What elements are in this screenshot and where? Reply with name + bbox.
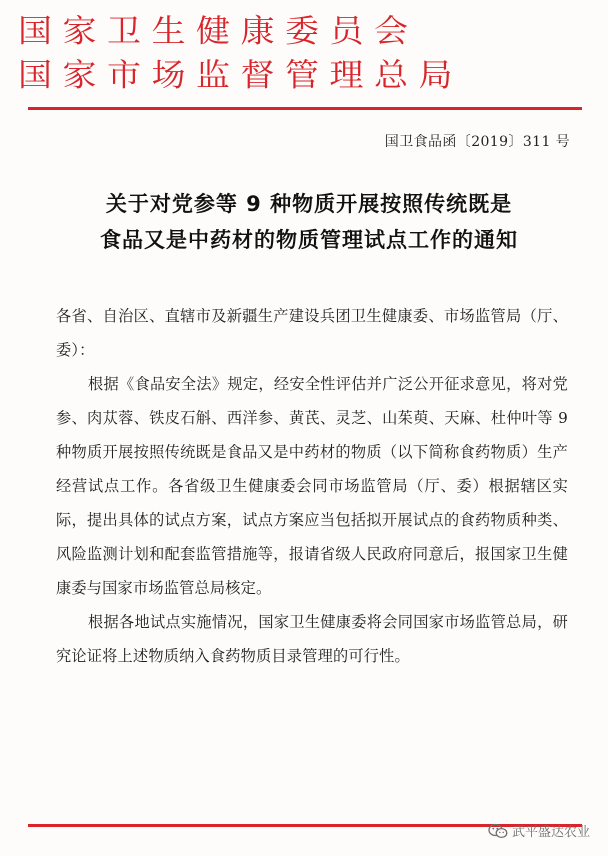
issuer-name-health-commission: 国家卫生健康委员会	[18, 13, 419, 50]
title-line-1: 关于对党参等 9 种物质开展按照传统既是	[105, 192, 513, 216]
issuer-name-market-regulation: 国家市场监督管理总局	[18, 57, 463, 94]
document-body	[56, 299, 568, 673]
document-title	[50, 186, 568, 258]
wechat-watermark	[488, 821, 590, 840]
body-paragraph-1: 根据《食品安全法》规定，经安全性评估并广泛公开征求意见，将对党参、肉苁蓉、铁皮石斛、西洋参、黄芪、灵芝、山茱萸、天麻、杜仲叶等 9 种物质开展按照传统既是食品又是中药材的物质（以下简称食药物质）生产经营试点工作。各省级卫生健康委会同市场监管局（厅、委）根据辖区实际，提出具体的试点方案，试点方案应当包括拟开展试点的食药物质种类、风险监测计划和配套监管措施等，报请省级人民政府同意后，报国家卫生健康委与国家市场监管总局核定。	[56, 375, 568, 597]
header-red-rule	[28, 107, 582, 110]
salutation: 各省、自治区、直辖市及新疆生产建设兵团卫生健康委、市场监管局（厅、委）：	[56, 307, 568, 359]
watermark-label: 武平盛达农业	[511, 825, 590, 840]
body-paragraph-2: 根据各地试点实施情况，国家卫生健康委将会同国家市场监管总局，研究论证将上述物质纳入食药物质目录管理的可行性。	[56, 613, 568, 665]
wechat-icon	[488, 823, 508, 839]
title-line-2: 食品又是中药材的物质管理试点工作的通知	[100, 228, 518, 252]
document-number: 国卫食品函〔2019〕311 号	[384, 134, 570, 150]
